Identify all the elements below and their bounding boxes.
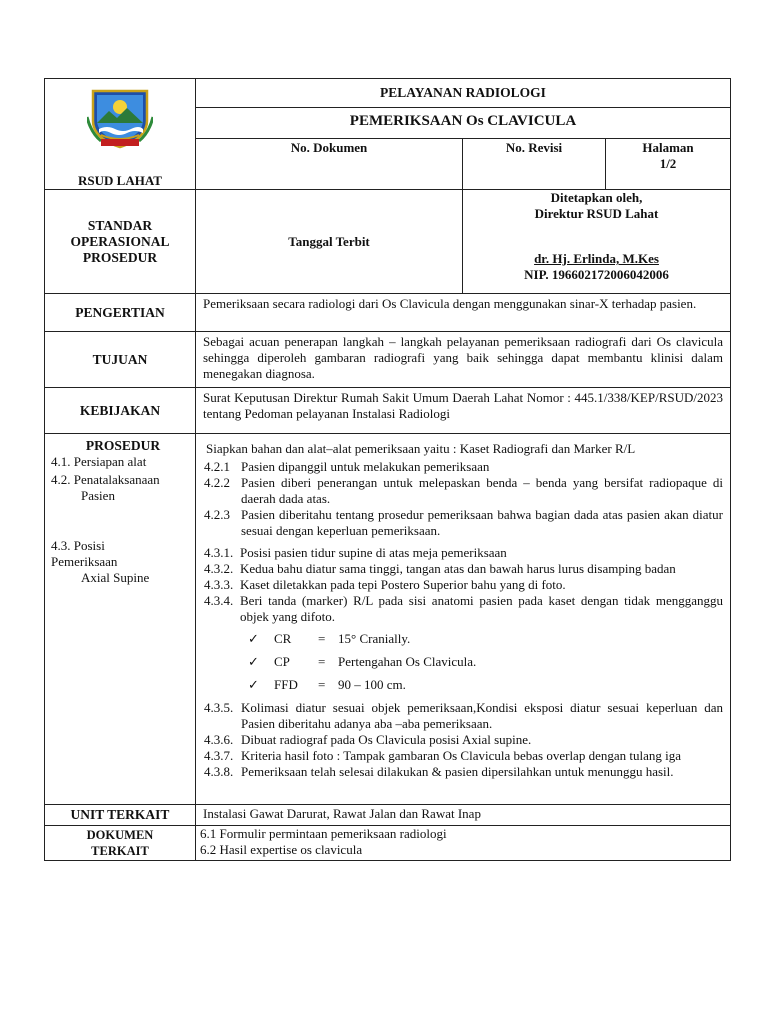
checkmark-icon: ✓	[248, 631, 259, 646]
prosedur-left-43b: Pemeriksaan	[51, 554, 118, 569]
sop-table	[44, 78, 731, 861]
step-text: Kolimasi diatur sesuai objek pemeriksaan,Kondisi eksposi diatur sesuai keperluan dan Pasien diberitahu adanya aba –aba pemeriksaan.	[241, 700, 723, 731]
steps-43b-list	[204, 700, 723, 780]
sop-label	[45, 190, 196, 294]
procedure-step	[204, 593, 723, 625]
step-text: Pemeriksaan telah selesai dilakukan & pasien dipersilahkan untuk menunggu hasil.	[241, 764, 674, 779]
procedure-step	[204, 561, 723, 577]
procedure-step	[204, 459, 723, 475]
pengertian-label: PENGERTIAN	[45, 294, 196, 332]
procedure-step	[204, 507, 723, 539]
parameter-equals: =	[318, 631, 326, 646]
step-text: Posisi pasien tidur supine di atas meja pemeriksaan	[240, 545, 507, 560]
step-number: 4.3.8.	[204, 764, 234, 779]
kebijakan-label: KEBIJAKAN	[45, 388, 196, 434]
approver-position: Direktur RSUD Lahat	[534, 206, 659, 221]
parameter-key: FFD	[274, 677, 298, 692]
dokumen-terkait-line2: TERKAIT	[91, 844, 149, 858]
procedure-step	[204, 732, 723, 748]
tujuan-text: Sebagai acuan penerapan langkah – langkah pelayanan pemeriksaan radiografi dari Os clavicula sehingga diperoleh gambaran radiografi yang baik sehingga dapat membantu klinisi dalam menegakan diagnosa.	[196, 332, 731, 388]
doc-number-label: No. Dokumen	[196, 139, 463, 190]
page-value: 1/2	[659, 156, 677, 171]
signer-name: dr. Hj. Erlinda, M.Kes	[534, 251, 659, 266]
prosedur-content	[196, 434, 731, 805]
checkmark-icon: ✓	[248, 677, 259, 692]
parameter-key: CP	[274, 654, 290, 669]
step-number: 4.3.4.	[204, 593, 234, 608]
step-text: Pasien diberi penerangan untuk melepaskan benda – benda yang bersifat radiopaque di daerah dada atas.	[241, 475, 723, 506]
dokumen-item-2: 6.2 Hasil expertise os clavicula	[200, 842, 363, 857]
step-number: 4.3.6.	[204, 732, 234, 747]
unit-terkait-label: UNIT TERKAIT	[45, 805, 196, 826]
dokumen-terkait-label	[45, 826, 196, 861]
step-text: Kriteria hasil foto : Tampak gambaran Os Clavicula bebas overlap dengan tulang iga	[241, 748, 681, 763]
procedure-step	[204, 577, 723, 593]
step-text: Kedua bahu diatur sama tinggi, tangan atas dan bawah harus lurus disamping badan	[240, 561, 676, 576]
prosedur-intro: Siapkan bahan dan alat–alat pemeriksaan yaitu : Kaset Radiografi dan Marker R/L	[206, 441, 636, 456]
parameter-equals: =	[318, 654, 326, 669]
sop-label-line1: STANDAR	[87, 217, 153, 233]
dokumen-terkait-content	[196, 826, 731, 861]
step-number: 4.3.2.	[204, 561, 234, 576]
steps-42-list	[204, 459, 723, 539]
signer-nip: NIP. 196602172006042006	[524, 267, 669, 282]
steps-43a-list	[204, 545, 723, 625]
step-number: 4.2.1	[204, 459, 230, 474]
service-title: PELAYANAN RADIOLOGI	[196, 79, 731, 108]
unit-terkait-text: Instalasi Gawat Darurat, Rawat Jalan dan Rawat Inap	[196, 805, 731, 826]
procedure-step	[204, 764, 723, 780]
approved-by-label: Ditetapkan oleh,	[550, 190, 643, 205]
procedure-step	[204, 700, 723, 732]
prosedur-label: PROSEDUR	[85, 438, 161, 453]
step-text: Pasien diberitahu tentang prosedur pemeriksaan bahwa bagian dada atas pasien akan diatur sesuai dengan keperluan pemeriksaan.	[241, 507, 723, 538]
step-text: Kaset diletakkan pada tepi Postero Superior bahu yang di foto.	[240, 577, 566, 592]
prosedur-left-43c: Axial Supine	[81, 570, 150, 585]
parameter-value: Pertengahan Os Clavicula.	[338, 654, 477, 669]
parameter-equals: =	[318, 677, 326, 692]
tujuan-label: TUJUAN	[45, 332, 196, 388]
dokumen-item-1: 6.1 Formulir permintaan pemeriksaan radiologi	[200, 826, 447, 841]
parameter-value: 15° Cranially.	[338, 631, 411, 646]
exam-title: PEMERIKSAAN Os CLAVICULA	[196, 108, 731, 139]
prosedur-left-41: 4.1. Persiapan alat	[51, 454, 147, 469]
parameter-value: 90 – 100 cm.	[338, 677, 406, 692]
sop-label-line3: PROSEDUR	[82, 249, 158, 265]
step-text: Dibuat radiograf pada Os Clavicula posisi Axial supine.	[241, 732, 532, 747]
hospital-name: RSUD LAHAT	[78, 173, 162, 188]
prosedur-left	[45, 434, 196, 805]
kebijakan-text: Surat Keputusan Direktur Rumah Sakit Umum Daerah Lahat Nomor : 445.1/338/KEP/RSUD/2023 tentang Pedoman pelayanan Instalasi Radiologi	[196, 388, 731, 434]
prosedur-left-42a: 4.2. Penatalaksanaan	[51, 472, 160, 487]
step-number: 4.3.1.	[204, 545, 234, 560]
exposure-parameter	[248, 631, 723, 647]
step-number: 4.3.5.	[204, 700, 234, 715]
exposure-parameter	[248, 654, 723, 670]
step-number: 4.3.7.	[204, 748, 234, 763]
exposure-parameter	[248, 677, 723, 693]
sop-label-line2: OPERASIONAL	[70, 233, 170, 249]
issue-date-label: Tanggal Terbit	[196, 190, 463, 294]
prosedur-left-42b: Pasien	[81, 488, 115, 503]
logo-cell	[45, 79, 196, 190]
procedure-step	[204, 475, 723, 507]
pengertian-text: Pemeriksaan secara radiologi dari Os Clavicula dengan menggunakan sinar-X terhadap pasien.	[196, 294, 731, 332]
regency-emblem-icon	[87, 87, 153, 149]
approval-block	[463, 190, 731, 294]
step-text: Pasien dipanggil untuk melakukan pemeriksaan	[241, 459, 490, 474]
step-number: 4.3.3.	[204, 577, 234, 592]
procedure-step	[204, 545, 723, 561]
step-text: Beri tanda (marker) R/L pada sisi anatomi pasien pada kaset dengan tidak mengganggu objek yang difoto.	[240, 593, 723, 624]
step-number: 4.2.3	[204, 507, 230, 522]
procedure-step	[204, 748, 723, 764]
parameter-key: CR	[274, 631, 292, 646]
revision-label: No. Revisi	[463, 139, 606, 190]
checks-list	[204, 631, 723, 693]
page-info	[606, 139, 731, 190]
page-label: Halaman	[642, 140, 694, 155]
checkmark-icon: ✓	[248, 654, 259, 669]
step-number: 4.2.2	[204, 475, 230, 490]
prosedur-left-43a: 4.3. Posisi	[51, 538, 105, 553]
dokumen-terkait-line1: DOKUMEN	[86, 828, 154, 842]
